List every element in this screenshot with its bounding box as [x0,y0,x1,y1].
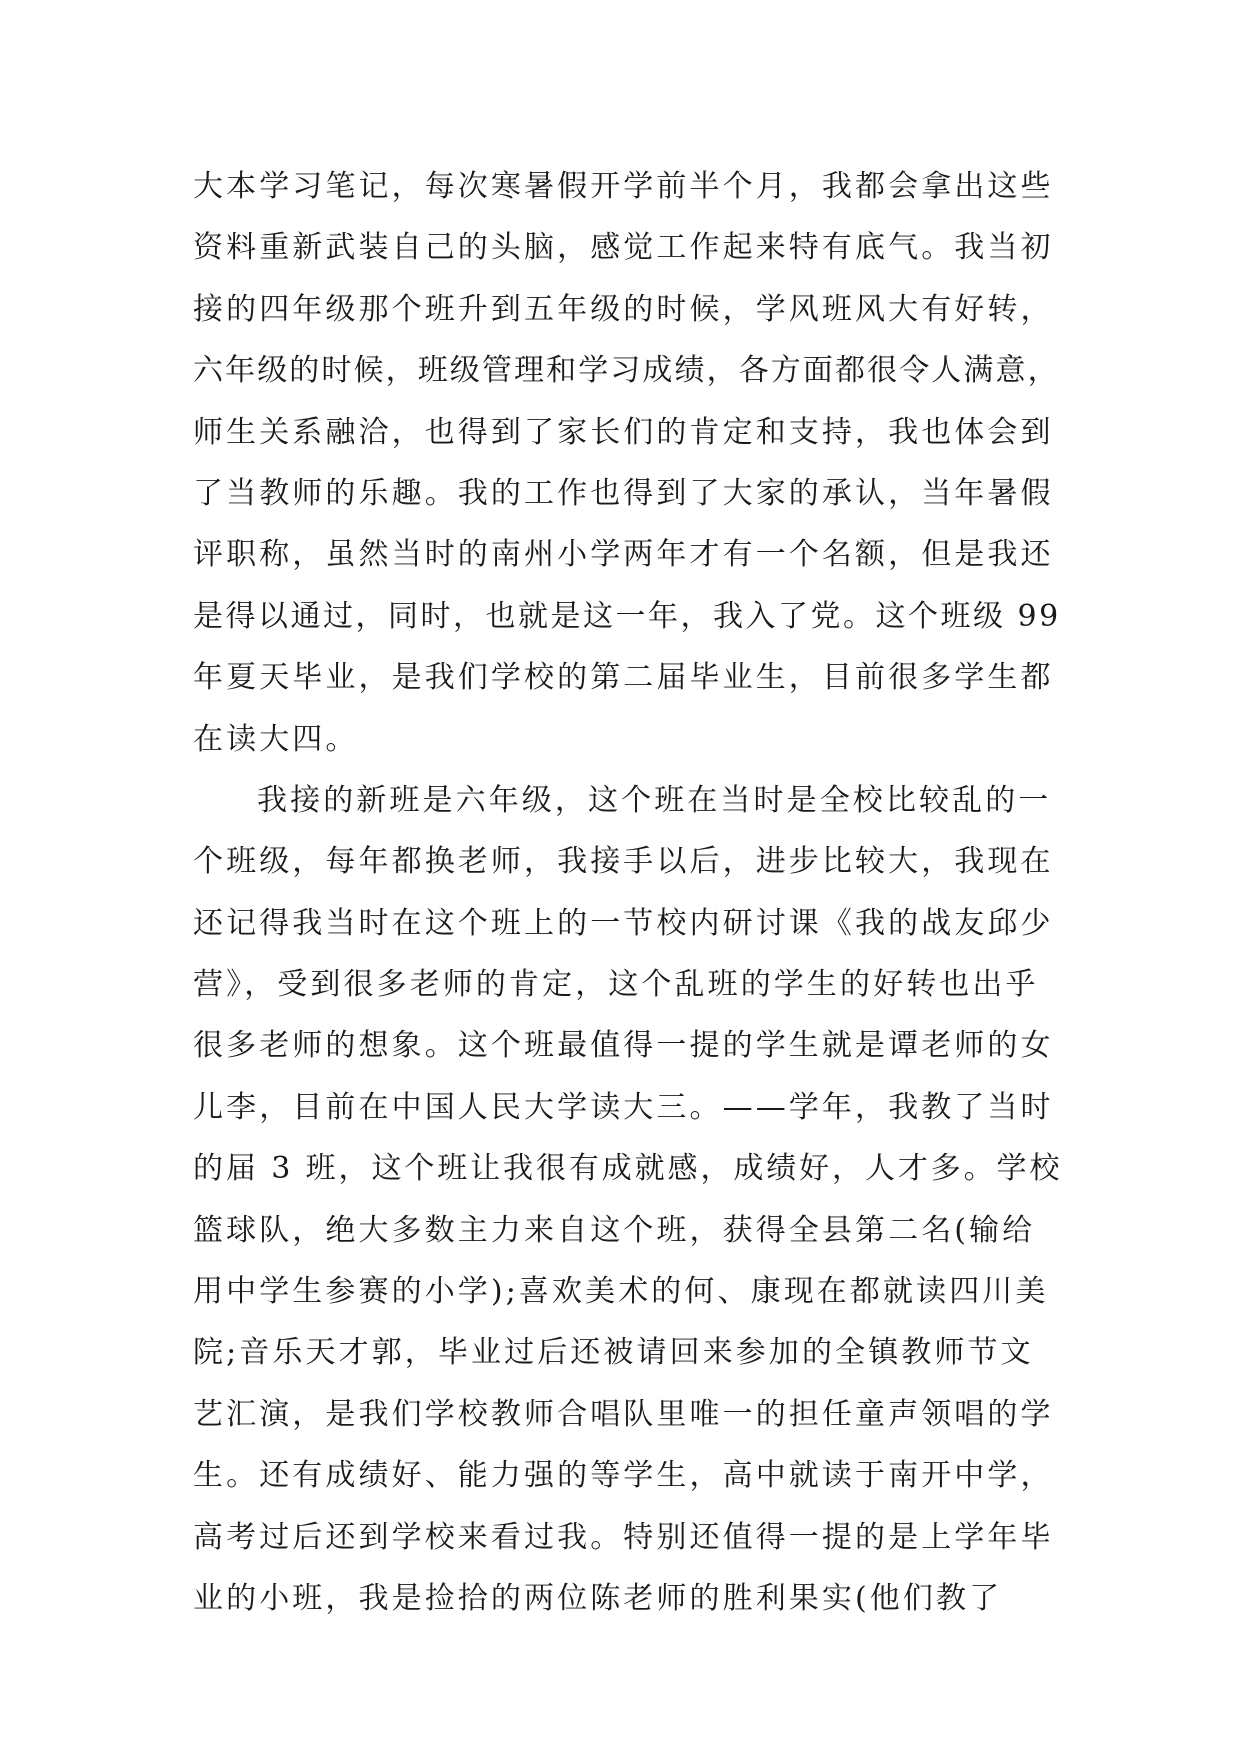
text-line: 了当教师的乐趣。我的工作也得到了大家的承认，当年暑假 [193,475,1054,511]
text-line: 还记得我当时在这个班上的一节校内研讨课《我的战友邱少 [193,905,1054,941]
text-line: 业的小班，我是捡拾的两位陈老师的胜利果实(他们教了 [193,1580,1003,1616]
text-line: 师生关系融洽，也得到了家长们的肯定和支持，我也体会到 [193,414,1054,450]
text-line: 在读大四。 [193,721,359,757]
body-text [193,156,1063,1629]
text-line: 很多老师的想象。这个班最值得一提的学生就是谭老师的女 [193,1028,1054,1064]
paragraph-first-line: 我接的新班是六年级，这个班在当时是全校比较乱的一 [257,782,1052,818]
text-line: 篮球队，绝大多数主力来自这个班，获得全县第二名(输给 [193,1212,1036,1248]
text-line: 儿李，目前在中国人民大学读大三。——学年，我教了当时 [193,1089,1054,1125]
text-line: 的届 3 班，这个班让我很有成就感，成绩好，人才多。学校 [193,1151,1063,1187]
text-line: 生。还有成绩好、能力强的等学生，高中就读于南开中学， [193,1458,1054,1494]
text-line: 用中学生参赛的小学);喜欢美术的何、康现在都就读四川美 [193,1274,1049,1310]
text-line: 大本学习笔记，每次寒暑假开学前半个月，我都会拿出这些 [193,169,1054,204]
text-line: 接的四年级那个班升到五年级的时候，学风班风大有好转， [193,291,1054,327]
text-line: 个班级，每年都换老师，我接手以后，进步比较大，我现在 [193,844,1054,880]
text-line: 六年级的时候，班级管理和学习成绩，各方面都很令人满意， [193,353,1060,389]
text-line: 年夏天毕业，是我们学校的第二届毕业生，目前很多学生都 [193,660,1054,696]
text-line: 高考过后还到学校来看过我。特别还值得一提的是上学年毕 [193,1519,1054,1555]
text-line: 评职称，虽然当时的南州小学两年才有一个名额，但是我还 [193,537,1054,573]
text-line: 院;音乐天才郭，毕业过后还被请回来参加的全镇教师节文 [193,1335,1034,1371]
text-line: 资料重新武装自己的头脑，感觉工作起来特有底气。我当初 [193,230,1054,266]
text-line: 营》，受到很多老师的肯定，这个乱班的学生的好转也出乎 [193,967,1039,1003]
text-line: 是得以通过，同时，也就是这一年，我入了党。这个班级 99 [193,598,1061,634]
text-line: 艺汇演，是我们学校教师合唱队里唯一的担任童声领唱的学 [193,1396,1054,1432]
